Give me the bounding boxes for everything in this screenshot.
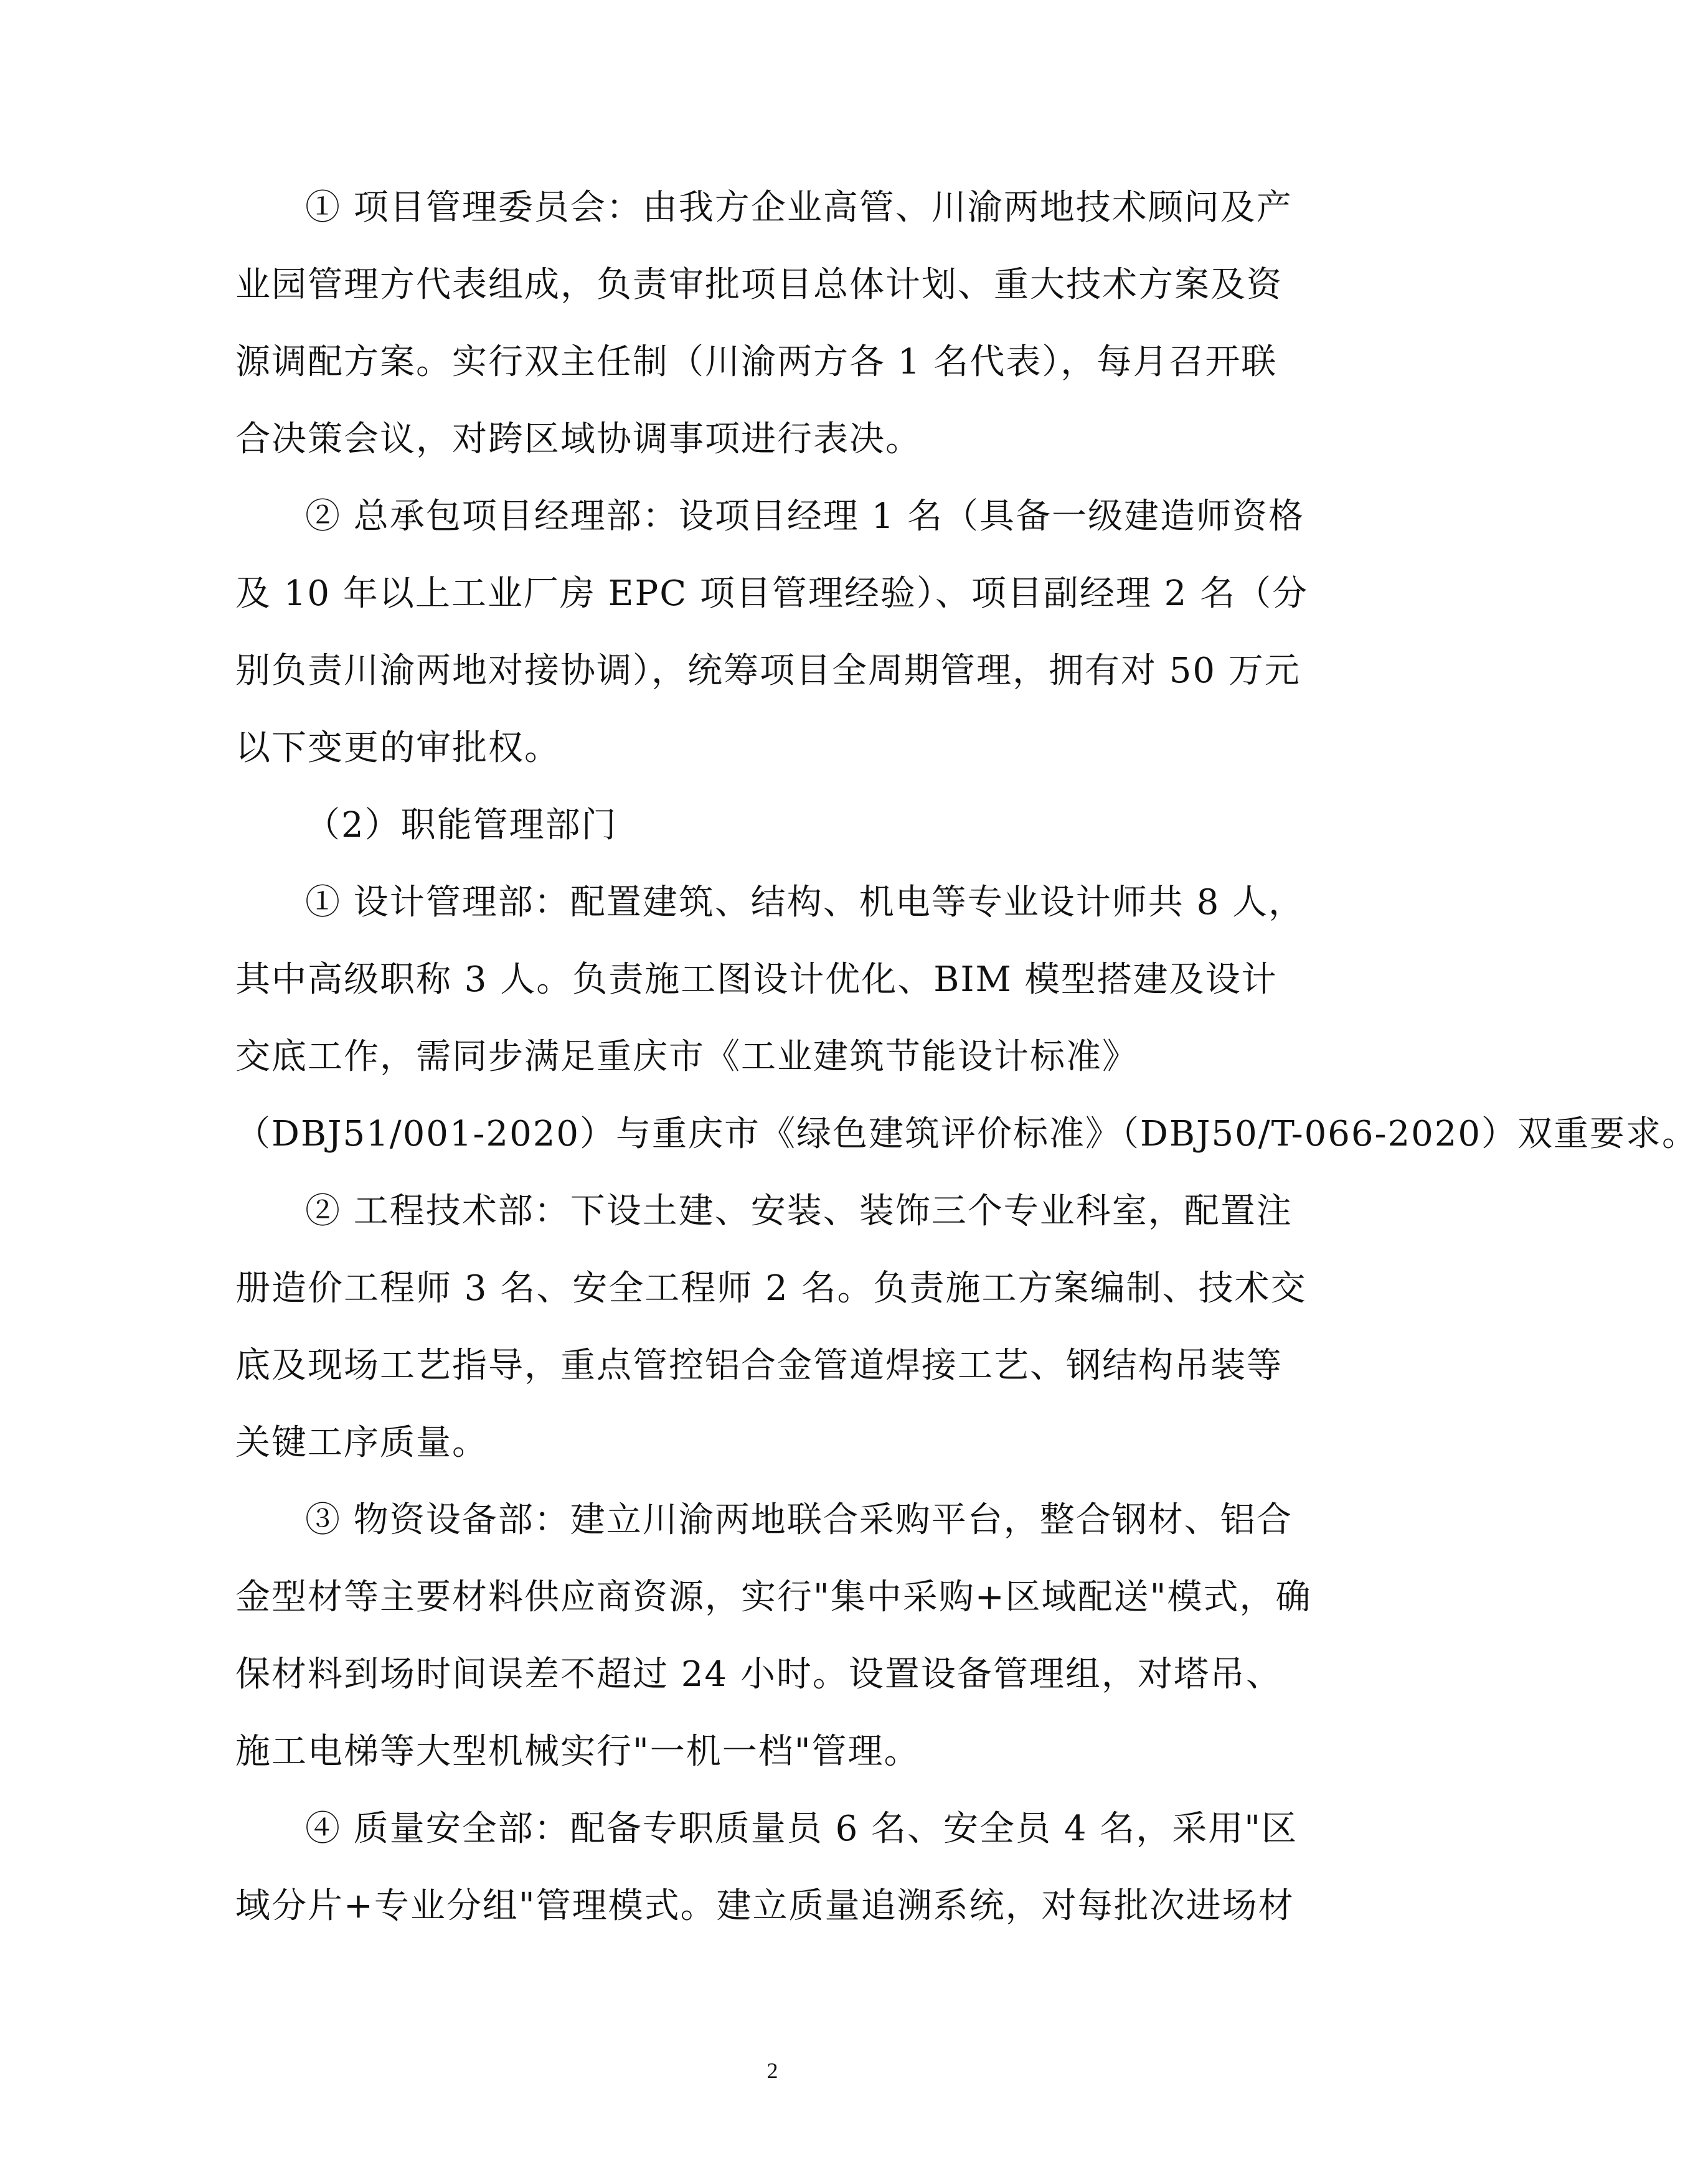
paragraph-project-management-committee: ① 项目管理委员会：由我方企业高管、川渝两地技术顾问及产业园管理方代表组成，负责审批项目总体计划、重大技术方案及资源调配方案。实行双主任制（川渝两方各 1 名代表），每月召开联合决策会议，对跨区域协调事项进行表决。 [235, 187, 1293, 459]
paragraph-materials-equipment: ③ 物资设备部：建立川渝两地联合采购平台，整合钢材、铝合金型材等主要材料供应商资源，实行"集中采购+区域配送"模式，确保材料到场时间误差不超过 24 小时。设置设备管理组，对塔吊、施工电梯等大型机械实行"一机一档"管理。 [235, 1500, 1312, 1772]
document-body [235, 169, 1698, 1945]
page-number: 2 [766, 2058, 778, 2083]
paragraph-engineering-technology: ② 工程技术部：下设土建、安装、装饰三个专业科室，配置注册造价工程师 3 名、安全工程师 2 名。负责施工方案编制、技术交底及现场工艺指导，重点管控铝合金管道焊接工艺、钢结构吊装等关键工序质量。 [235, 1191, 1307, 1463]
paragraph-general-contract-project-department: ② 总承包项目经理部：设项目经理 1 名（具备一级建造师资格及 10 年以上工业厂房 EPC 项目管理经验）、项目副经理 2 名（分别负责川渝两地对接协调），统筹项目全周期管理，拥有对 50 万元以下变更的审批权。 [235, 496, 1309, 768]
paragraph-design-standards-continued: （DBJ51/001-2020）与重庆市《绿色建筑评价标准》（DBJ50/T-066-2020）双重要求。 [235, 1114, 1698, 1154]
section-heading-functional-departments: （2）职能管理部门 [305, 805, 618, 845]
paragraph-quality-safety: ④ 质量安全部：配备专职质量员 6 名、安全员 4 名，采用"区域分片+专业分组"管理模式。建立质量追溯系统，对每批次进场材 [235, 1809, 1298, 1926]
paragraph-design-management: ① 设计管理部：配置建筑、结构、机电等专业设计师共 8 人，其中高级职称 3 人。负责施工图设计优化、BIM 模型搭建及设计交底工作，需同步满足重庆市《工业建筑节能设计标准》 [235, 882, 1305, 1077]
